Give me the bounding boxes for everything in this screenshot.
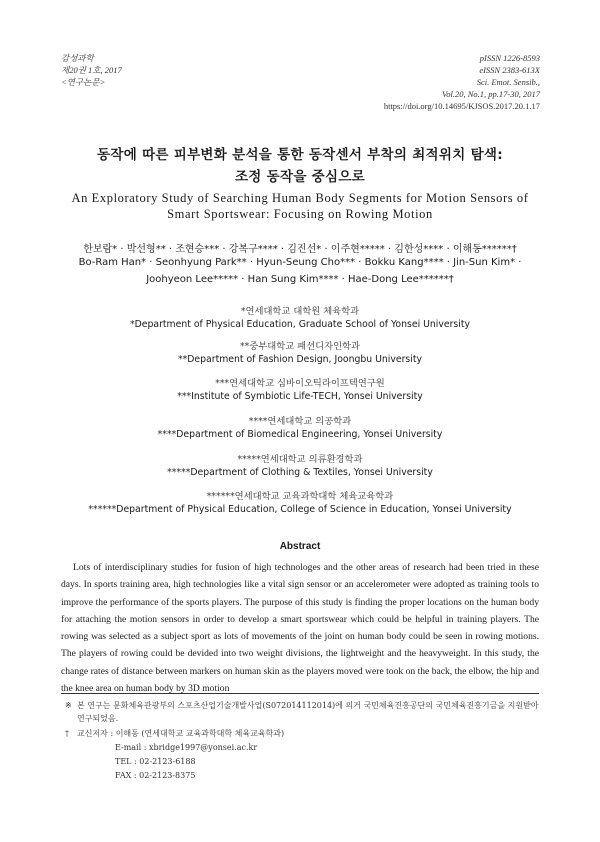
affiliation-en: **Department of Fashion Design, Joongbu University [177,354,423,365]
journal-name-ko: 감성과학 [61,53,94,63]
affiliation-en: ******Department of Physical Education, College of Science in Education, Yonsei University [88,504,512,515]
corresponding-author-footnote [61,727,539,740]
funding-footnote [61,699,539,725]
affiliation-en: ****Department of Biomedical Engineering, Yonsei University [157,429,443,440]
journal-volume-en: Vol.20, No.1, pp.17-30, 2017 [442,89,540,99]
affiliation-ko: **중부대학교 패션디자인학과 [239,341,361,352]
article-type: <연구논문> [61,77,106,87]
journal-name-en: Sci. Emot. Sensib., [476,77,540,87]
abstract-body: Lots of interdisciplinary studies for fusion of high technologes and the other areas of research had been tried in these days. In sports training area, high technologies like a vital sign sensor or an accelerometer were adopted as training tools to improve the performance of the sports players. The purpose of this study is finding the proper locations on the human body for attaching the motion sensors in order to develop a smart sportswear which could be helpful in training players. The rowing was selected as a subject sport as lots of movements of the joint on human body could be seen in rowing motions. The players of rowing could be devided into two weight divisions, the lightweight and the heavyweight. In this study, the change rates of distance between markers on human skin as the players moved were took on the back, the elbow, the hip and the knee area on human body by 3D motion [61,562,539,695]
abstract-heading: Abstract [279,541,321,552]
doi-link[interactable]: https://doi.org/10.14695/KJSOS.2017.20.1.17 [383,101,540,111]
affiliation-ko: *연세대학교 대학원 체육학과 [240,306,360,317]
contact-fax: FAX : 02-2123-8375 [115,771,196,780]
affiliation-en: ***Institute of Symbiotic Life-TECH, Yonsei University [177,391,423,402]
affiliation-ko: ****연세대학교 의공학과 [248,416,352,427]
title-en-line2: Smart Sportswear: Focusing on Rowing Motion [167,207,433,221]
title-ko-line1: 동작에 따른 피부변화 분석을 통한 동작센서 부착의 최적위치 탐색: [97,147,503,163]
journal-volume-ko: 제20권 1호, 2017 [61,65,122,75]
funding-text: 본 연구는 문화체육관광부의 스포츠산업기술개발사업(S072014112014)에 의거 국민체육진흥공단의 국민체육진흥기금을 지원받아 연구되었음. [77,701,539,723]
reference-mark-icon: ※ [65,701,72,710]
pissn: pISSN 1226-8593 [479,53,540,63]
dagger-icon: † [65,729,69,738]
authors-en-line2: Joohyeon Lee***** · Han Sung Kim**** · Hae-Dong Lee******† [146,274,454,285]
footnote-divider [61,693,539,694]
contact-tel: TEL : 02-2123-6188 [115,757,196,766]
journal-header-left [61,52,122,88]
affiliation-en: *****Department of Clothing & Textiles, Yonsei University [167,467,433,478]
contact-email[interactable]: E-mail : xbridge1997@yonsei.ac.kr [115,743,258,752]
affiliation-ko: *****연세대학교 의류환경학과 [237,454,363,465]
authors-en-line1: Bo-Ram Han* · Seonhyung Park** · Hyun-Seung Cho*** · Bokku Kang**** · Jin-Sun Kim* · [78,257,522,268]
title-en-line1: An Exploratory Study of Searching Human Body Segments for Motion Sensors of [71,191,529,205]
eissn: eISSN 2383-613X [479,65,540,75]
affiliation-en: *Department of Physical Education, Graduate School of Yonsei University [129,319,471,330]
corresponding-author: 교신저자 : 이해동 (연세대학교 교육과학대학 체육교육학과) [77,729,285,738]
authors-ko: 한보람* · 박선형** · 조현승*** · 강복구**** · 김진선* · 이주현***** · 김한성**** · 이해동******† [83,244,517,255]
affiliation-ko: ******연세대학교 교육과학대학 체육교육학과 [206,491,394,502]
journal-header-right [384,52,540,112]
affiliation-ko: ***연세대학교 심바이오틱라이프텍연구원 [215,378,385,389]
title-ko-line2: 조정 동작을 중심으로 [234,169,366,185]
